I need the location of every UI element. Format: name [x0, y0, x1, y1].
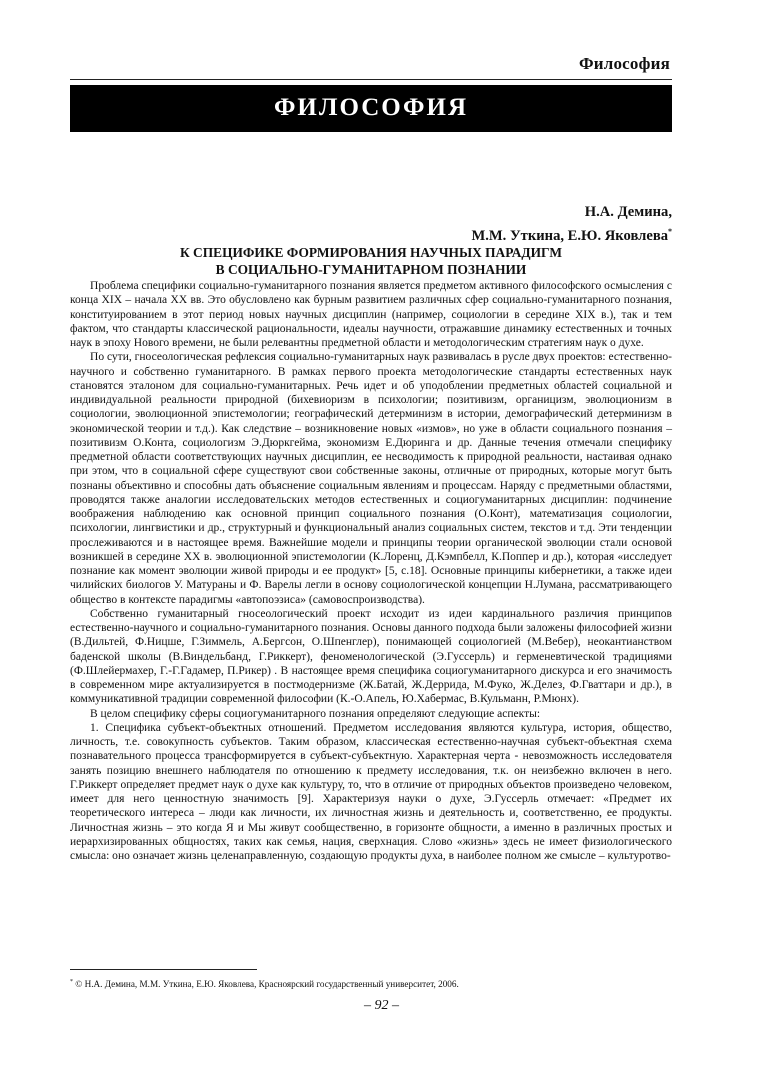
author-line-1: Н.А. Демина,: [584, 204, 672, 220]
author-line-2-text: М.М. Уткина, Е.Ю. Яковлева: [471, 227, 668, 244]
section-banner: ФИЛОСОФИЯ: [70, 85, 672, 132]
paragraph-1: Проблема специфики социально-гуманитарного познания является предметом активного философского осмысления с конца XIX – начала XX вв. Это обусловлено как бурным развитием различных сфер социально-гуманитарного познания, конституированием в этот период новых научных дисциплин (например, социологии в середине XIX в.), так и тем фактом, что стандарты классической рациональности, идеалы научности, отражавшие динамику естественных и точных наук в эпоху Нового времени, не были релевантны предметной области и методологическим стратегиям наук о духе.: [70, 280, 672, 349]
footnote-text: © Н.А. Демина, М.М. Уткина, Е.Ю. Яковлева, Красноярский государственный университет, 2006.: [75, 979, 459, 990]
footnote: [70, 976, 672, 990]
paragraph-4: В целом специфику сферы социогуманитарного познания определяют следующие аспекты:: [90, 707, 541, 720]
footnote-rule: [70, 969, 257, 970]
footnote-mark: *: [70, 979, 73, 985]
author-footnote-mark: *: [668, 227, 672, 236]
authors: [471, 203, 672, 246]
paragraph-3: Собственно гуманитарный гносеологический проект исходит из идеи кардинального различия принципов естественно-научного и социально-гуманитарного познания. Основы данного подхода были заложены философией жизни (В.Дильтей, Ф.Ницше, Г.Зиммель, А.Бергсон, О.Шпенглер), понимающей социологией (М.Вебер), неокантианством баденской школы (В.Виндельбанд, Г.Риккерт), феноменологической (Э.Гуссерль) и герменевтической традициями (Ф.Шлейермахер, Г.-Г.Гадамер, П.Рикер) . В настоящее время специфика социогуманитарного дискурса и его значимость в современном мире актуализируется в постмодернизме (Ж.Батай, Ж.Деррида, М.Фуко, Ж.Делез, Ф.Гваттари и др.), в коммуникативной традиции современной философии (К.-О.Апель, Ю.Хабермас, В.Кульманн, Р.Мюнх).: [70, 607, 672, 706]
page-number: – 92 –: [364, 998, 399, 1013]
title-line-2: В СОЦИАЛЬНО-ГУМАНИТАРНОМ ПОЗНАНИИ: [215, 262, 527, 277]
paragraph-2: По сути, гносеологическая рефлексия социально-гуманитарных наук развивалась в русле двух проектов: естественно-научного и собственно гуманитарного. В рамках первого проекта методологические стандарты естественных наук становятся эталоном для социально-гуманитарных. Речь идет и об уподоблении предметных областей социальной и индивидуальной реальности природной (бихевиоризм в психологии; позитивизм, органицизм, эволюционизм в социологии, эволюционной эпистемологии; географический детерминизм в истории, демографический детерминизм в экономической теории и т.д.). Как следствие – возникновение новых «измов», но уже в области социального познания – позитивизм О.Конта, социологизм Э.Дюркгейма, экономизм Е.Дюринга и др. Данные течения отмечали специфику предметной области соответствующих научных дисциплин, ее несводимость к природной реальности, настаивая однако при этом, что в социальной сфере существуют свои собственные законы, отличные от природных, которые могут быть познаны объективно и способны дать объяснение социальным явлениям и процессам. Наряду с предметными областями, проводятся также аналогии исследовательских методов естественных и социогуманитарных дисциплин: подчинение воображения наблюдению как основной принцип социального познания (О.Конт), математизация социологии, психологии, лингвистики и др., структурный и функциональный анализ социальных систем, текстов и т.д. Эти тенденции прослеживаются и в настоящее время. Важнейшие модели и принципы теории органической эволюции стали основой возникшей в середине XX в. эволюционной эпистемологии (К.Лоренц, Д.Кэмпбелл, К.Поппер и др.), которая «исследует познание как момент эволюции живой природы и ее продукт» [5, с.18]. Основные принципы кибернетики, а также идеи чилийских биологов У. Матураны и Ф. Варелы легли в основу социологической концепции Н.Лумана, рассматривающего общество в контексте парадигмы «автопоэзиса» (самовоспроизводства).: [70, 351, 672, 606]
title-line-1: К СПЕЦИФИКЕ ФОРМИРОВАНИЯ НАУЧНЫХ ПАРАДИГМ: [180, 245, 562, 260]
article-title: [70, 244, 672, 278]
running-header: Философия: [578, 54, 670, 73]
header-rule: [70, 79, 672, 80]
author-line-2: [471, 222, 672, 246]
paragraph-5: 1. Специфика субъект-объектных отношений. Предметом исследования являются культура, история, общество, личность, т.е. совокупность субъектов. Таким образом, классическая естественно-научная субъект-объектная схема познавательного процесса трансформируется в субъект-субъектную. Характерная черта - невозможность исследователя занять позицию внешнего наблюдателя по отношению к предмету исследования, т.к. он неизбежно включен в него. Г.Риккерт определяет предмет наук о духе как культуру, то, что в отличие от природных объектов произведено человеком, имеет для него ценностную значимость [9]. Характеризуя науки о духе, Э.Гуссерль отмечает: «Предмет их теоретического интереса – люди как личности, их личностная жизнь и деятельность и, соответственно, ее продукты. Личностная жизнь – это когда Я и Мы живут сообщественно, в горизонте общности, а именно в различных простых и иерархизированных общностях, таких как семья, нация, сверхнация. Слово «жизнь» здесь не имеет физиологического смысла: оно означает жизнь целенаправленную, создающую продукты духа, в наиболее полном же смысле – культуротво-: [70, 721, 672, 862]
article-body: [70, 279, 672, 863]
